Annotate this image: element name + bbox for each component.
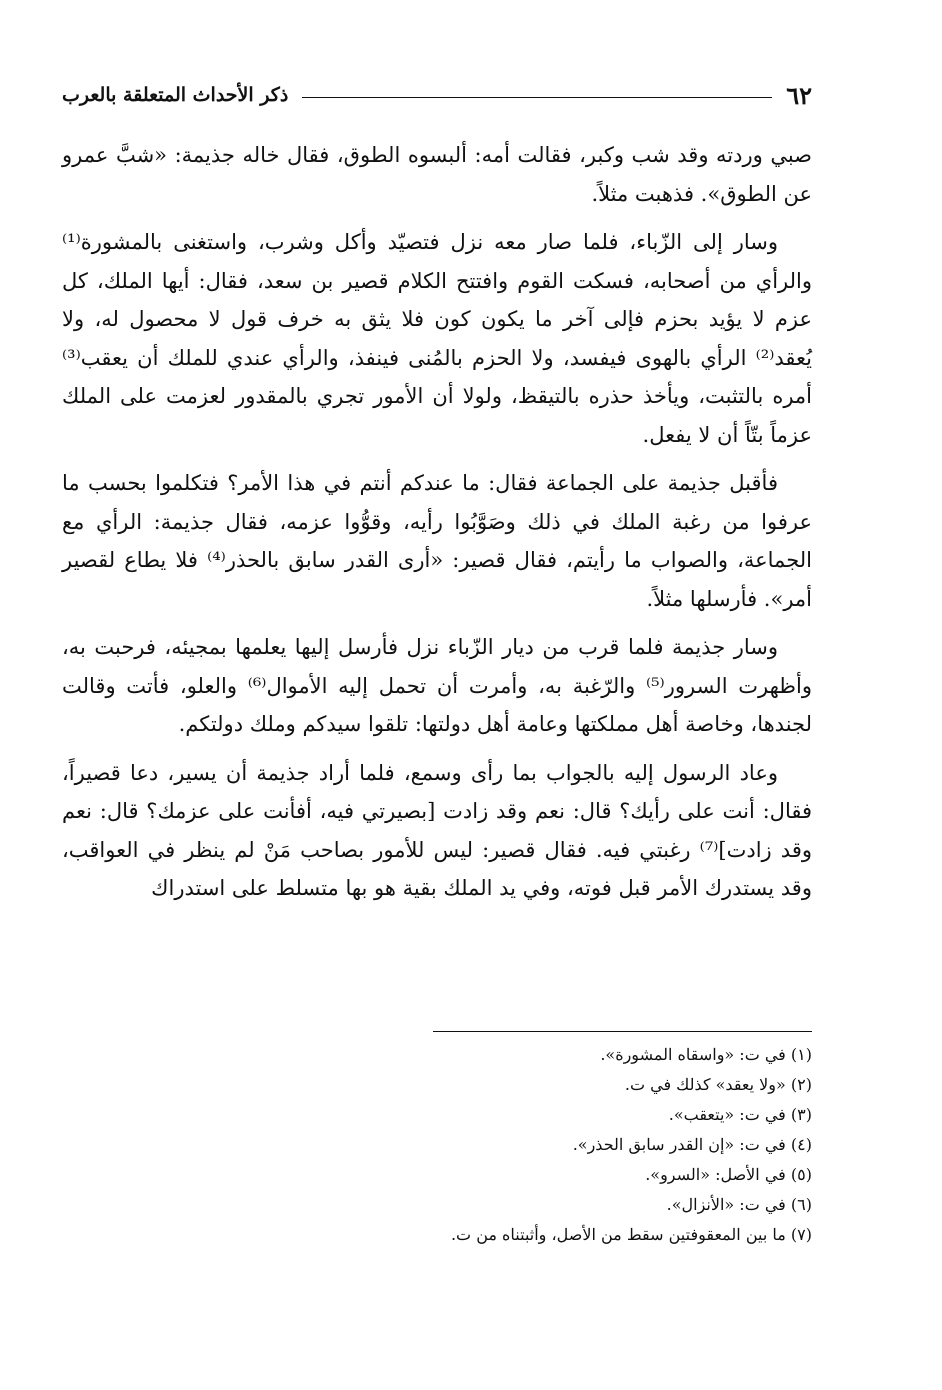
paragraph: وسار جذيمة فلما قرب من ديار الزّباء نزل فأرسل إليها يعلمها بمجيئه، فرحبت به، وأظهرت السرور⁽⁵⁾ والرّغبة به، وأمرت أن تحمل إليه الأموال⁽⁶⁾ والعلو، فأتت وقالت لجندها، وخاصة أهل مملكتها وعامة أهل دولتها: تلقوا سيدكم وملك دولتكم. xyxy=(62,635,812,736)
header-rule xyxy=(302,97,772,98)
paragraph: وعاد الرسول إليه بالجواب بما رأى وسمع، فلما أراد جذيمة أن يسير، دعا قصيراً، فقال: أنت على رأيك؟ قال: نعم وقد زادت [بصيرتي فيه، أفأنت على عزمك؟ قال: نعم وقد زادت]⁽⁷⁾ رغبتي فيه. فقال قصير: ليس للأمور بصاحب مَنْ لم ينظر في العواقب، وقد يستدرك الأمر قبل فوته، وفي يد الملك بقية هو بها متسلط على استدراك xyxy=(62,760,812,900)
footnote: (٥) في الأصل: «السرو». xyxy=(645,1165,812,1184)
page-header xyxy=(62,78,812,112)
running-title: ذكر الأحداث المتعلقة بالعرب xyxy=(62,84,289,106)
paragraph: فأقبل جذيمة على الجماعة فقال: ما عندكم أنتم في هذا الأمر؟ فتكلموا بحسب ما عرفوا من رغبة الملك في ذلك وصَوَّبُوا رأيه، وقوُّوا عزمه، فقال جذيمة: الرأي مع الجماعة، والصواب ما رأيتم، فقال قصير: «أرى القدر سابق بالحذر⁽⁴⁾ فلا يطاع لقصير أمر». فأرسلها مثلاً. xyxy=(62,471,812,611)
page-number: ٦٢ xyxy=(786,80,812,110)
footnote: (٣) في ت: «يتعقب». xyxy=(668,1105,812,1124)
paragraph: وسار إلى الزّباء، فلما صار معه نزل فتصيّد وأكل وشرب، واستغنى بالمشورة⁽¹⁾ والرأي من أصحابه، فسكت القوم وافتتح الكلام قصير بن سعد، فقال: أيها الملك، كل عزم لا يؤيد بحزم فإلى آخر ما يكون كون فلا يثق به خرف قول لا محصول له، ولا يُعقد⁽²⁾ الرأي بالهوى فيفسد، ولا الحزم بالمُنى فينفذ، والرأي عندي للملك أن يعقب⁽³⁾ أمره بالتثبت، ويأخذ حذره بالتيقظ، ولولا أن الأمور تجري بالمقدور لعزمت على الملك عزماً بتّاً أن لا يفعل. xyxy=(62,230,812,447)
footnote: (٢) «ولا يعقد» كذلك في ت. xyxy=(624,1075,812,1094)
footnote: (٦) في ت: «الأنزال». xyxy=(666,1195,812,1214)
main-text xyxy=(62,136,812,918)
footnote: (١) في ت: «واسقاه المشورة». xyxy=(600,1045,812,1064)
footnotes xyxy=(62,1040,812,1250)
footnote: (٧) ما بين المعقوفتين سقط من الأصل، وأثبتناه من ت. xyxy=(450,1225,812,1244)
footnote-rule xyxy=(433,1031,812,1032)
footnote: (٤) في ت: «إن القدر سابق الحذر». xyxy=(572,1135,812,1154)
paragraph: صبي وردته وقد شب وكبر، فقالت أمه: ألبسوه الطوق، فقال خاله جذيمة: «شبَّ عمرو عن الطوق». فذهبت مثلاً. xyxy=(62,143,812,206)
